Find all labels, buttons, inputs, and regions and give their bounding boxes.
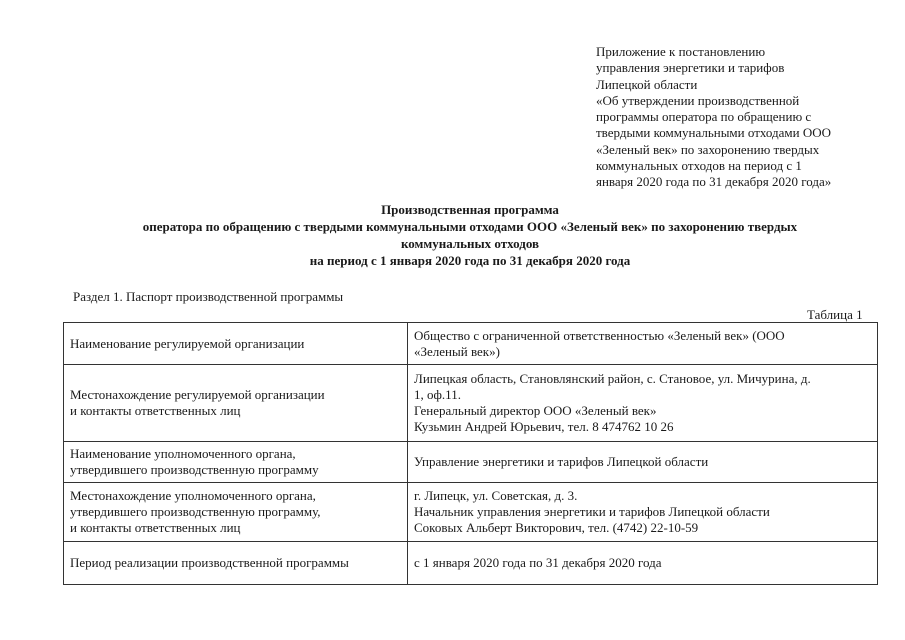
cell-line: Период реализации производственной программы <box>70 555 349 570</box>
title-line: оператора по обращению с твердыми коммунальными отходами ООО «Зеленый век» по захоронению твердых <box>142 219 798 234</box>
appendix-note <box>596 44 896 191</box>
cell-line: Наименование уполномоченного органа, <box>70 446 296 461</box>
table-row <box>64 323 878 365</box>
appendix-line: программы оператора по обращению с <box>596 109 812 125</box>
row-label-cell <box>64 323 408 365</box>
cell-line: и контакты ответственных лиц <box>70 520 241 535</box>
document-title <box>60 201 880 269</box>
appendix-line: января 2020 года по 31 декабря 2020 года» <box>596 174 832 190</box>
cell-line: Местонахождение уполномоченного органа, <box>70 488 316 503</box>
cell-line: утвердившего производственную программу <box>70 462 319 477</box>
row-value-cell <box>408 323 878 365</box>
passport-table <box>63 322 878 585</box>
cell-line: Липецкая область, Становлянский район, с. Становое, ул. Мичурина, д. <box>414 371 811 386</box>
row-value-cell <box>408 365 878 442</box>
cell-line: Управление энергетики и тарифов Липецкой области <box>414 454 709 469</box>
cell-line: Общество с ограниченной ответственностью «Зеленый век» (ООО <box>414 327 785 343</box>
cell-line: 1, оф.11. <box>414 387 461 402</box>
appendix-line: управления энергетики и тарифов <box>596 60 785 76</box>
table-row <box>64 542 878 585</box>
appendix-line: Приложение к постановлению <box>596 44 766 59</box>
cell-line: Начальник управления энергетики и тарифов Липецкой области <box>414 504 770 519</box>
row-label-cell <box>64 542 408 585</box>
section-heading: Раздел 1. Паспорт производственной программы <box>73 289 344 304</box>
cell-line: Местонахождение регулируемой организации <box>70 387 325 402</box>
cell-line: г. Липецк, ул. Советская, д. 3. <box>414 488 578 503</box>
cell-line: Соковых Альберт Викторович, тел. (4742) 22-10-59 <box>414 520 699 535</box>
table-caption: Таблица 1 <box>807 307 863 322</box>
cell-line: с 1 января 2020 года по 31 декабря 2020 года <box>414 555 662 570</box>
cell-line: и контакты ответственных лиц <box>70 403 241 418</box>
appendix-line: «Об утверждении производственной <box>596 92 800 108</box>
row-value-cell <box>408 483 878 542</box>
cell-line: Генеральный директор ООО «Зеленый век» <box>414 403 657 418</box>
title-line: Производственная программа <box>381 202 559 217</box>
cell-line: Кузьмин Андрей Юрьевич, тел. 8 474762 10 26 <box>414 419 674 434</box>
row-label-cell <box>64 442 408 483</box>
title-line: коммунальных отходов <box>400 236 540 251</box>
row-value-cell <box>408 442 878 483</box>
appendix-line: Липецкой области <box>596 76 698 92</box>
cell-line: утвердившего производственную программу, <box>70 504 321 519</box>
appendix-line: «Зеленый век» по захоронению твердых <box>596 141 820 157</box>
row-value-cell <box>408 542 878 585</box>
cell-line: «Зеленый век») <box>414 343 500 359</box>
table-row <box>64 483 878 542</box>
title-line: на период с 1 января 2020 года по 31 декабря 2020 года <box>309 253 631 268</box>
appendix-line: твердыми коммунальными отходами ООО <box>596 125 831 141</box>
cell-line: Наименование регулируемой организации <box>70 335 305 351</box>
table-row <box>64 365 878 442</box>
appendix-line: коммунальных отходов на период с 1 <box>596 158 802 174</box>
row-label-cell <box>64 365 408 442</box>
row-label-cell <box>64 483 408 542</box>
table-row <box>64 442 878 483</box>
